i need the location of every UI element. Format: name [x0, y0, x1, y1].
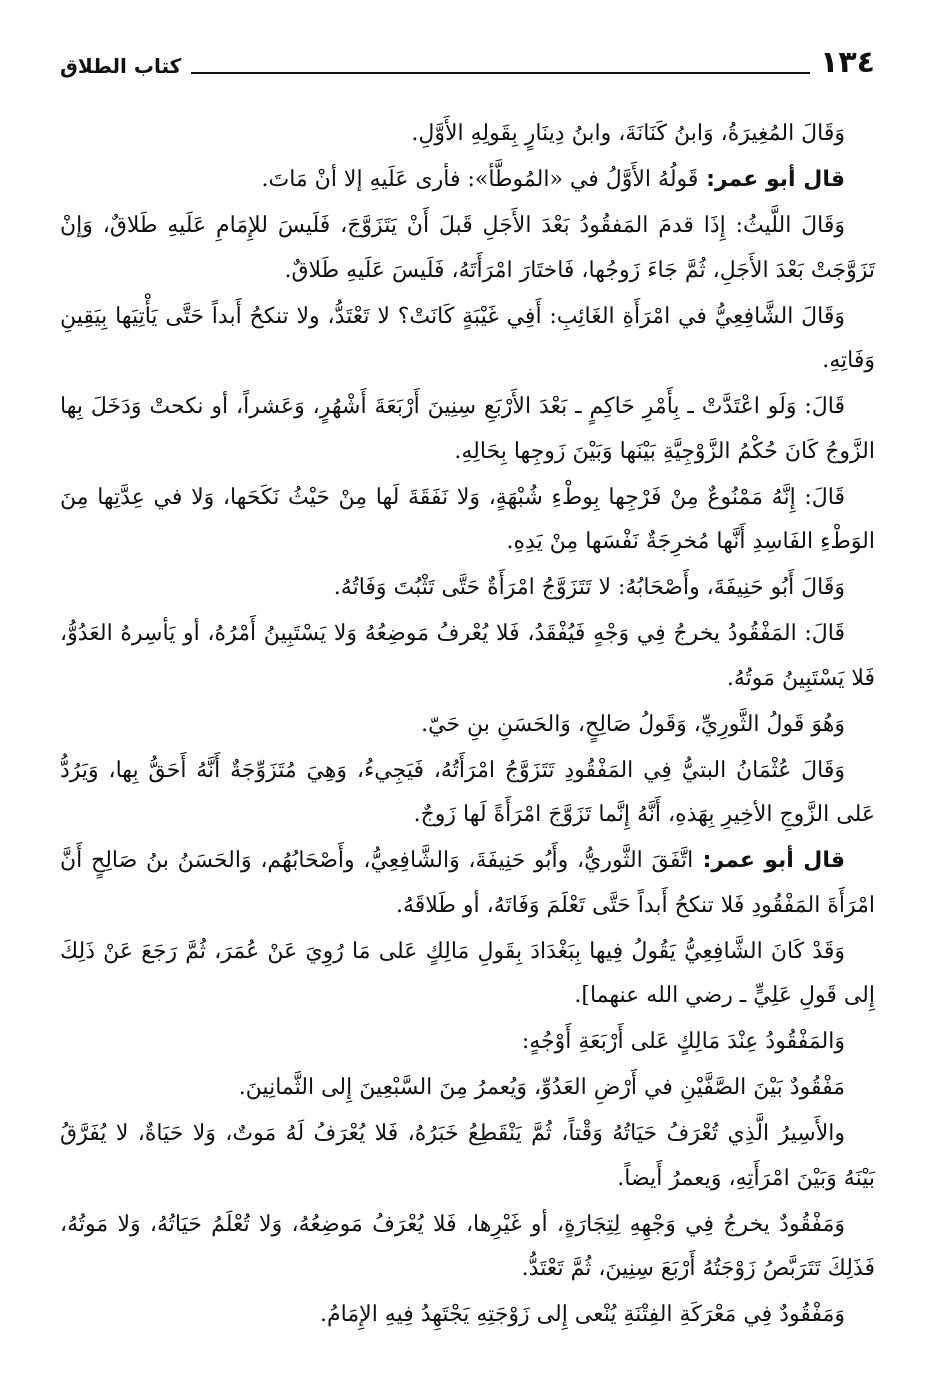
- book-page: [60, 38, 875, 1339]
- paragraph-text: وَقَدْ كَانَ الشَّافِعِيُّ يَقُولُ فِيها بِبَغْدَادَ بِقَولِ مَالِكٍ عَلى مَا رُوِيَ عَنْ عُمَرَ، ثُمَّ رَجَعَ عَنْ ذَلِكَ إِلى قَولِ عَلِيٍّ ـ رضي الله عنهما].: [60, 938, 875, 1008]
- paragraph-text: قَالَ: إِنَّهُ مَمْنُوعٌ مِنْ فَرْجِها بِوطْءِ شُبْهَةٍ، وَلا نَفَقَةَ لَها مِنْ حَيْثُ نَكَحَها، وَلا في عِدَّتِها مِنَ الوَطْءِ الفَاسِدِ أَنَّها مُخرِجَةٌ نَفْسَها مِنْ يَدِهِ.: [60, 484, 875, 554]
- paragraph: [60, 930, 875, 1019]
- paragraph: [60, 839, 875, 928]
- paragraph-text: مَفْقُودٌ بَيْنَ الصَّفَّيْنِ في أَرْضِ العَدُوِّ، وَيُعمرُ مِنَ السَّبْعِينَ إِلى الثَّمانِينَ.: [238, 1075, 845, 1100]
- paragraph-text: قَولُهُ الأَوَّلُ في «المُوطَّأ»: فأرى عَلَيهِ إلا أنْ مَاتَ.: [261, 167, 699, 192]
- paragraph-text: وَقَالَ المُغِيرَةُ، وَابنُ كَنَانَةَ، وابنُ دِينَارٍ بِقَولِهِ الأَوَّلِ.: [411, 121, 845, 146]
- paragraph-text: وَهُوَ قَولُ الثَّورِيِّ، وَقَولُ صَالِحٍ، وَالحَسَنِ بنِ حَيّ.: [421, 711, 845, 737]
- paragraph: [60, 158, 875, 203]
- paragraph-text: وَقَالَ عُثْمَانُ البتيُّ فِي المَفْقُودِ تَتَزَوَّجُ امْرَأَتُهُ، فَيَجِيءُ، وَهِيَ مُتَزَوِّجَةٌ أَنَّهُ أَحَقُّ بِها، وَيَرُدُّ عَلى الزَّوجِ الأخِيرِ بِهَذهِ، أَنَّهُ إِنَّما تَزَوَّجَ امْرَأَةً لَها زَوجٌ.: [60, 757, 875, 827]
- paragraph-text: وَقَالَ الشَّافِعِيُّ في امْرَأَةِ الغَائِبِ: أَفِي غَيْبَةٍ كَانَتْ؟ لا تَعْتَدُّ، ولا تنكحُ أَبداً حَتَّى يَأْتِيَها بِيَقِينِ وَفَاتِهِ.: [60, 303, 875, 373]
- paragraph-text: وَمَفْقُودٌ فِي مَعْرَكَةِ الفِتْنَةِ يُنْعى إِلى زَوْجَتِهِ يَجْتَهِدُ فِيهِ الإِمَامُ.: [320, 1302, 845, 1327]
- paragraph-text: اتَّفَقَ الثَّوريُّ، وأَبُو حَنِيفَةَ، وَالشَّافِعِيُّ، وأَصْحَابُهُم، وَالحَسَنُ بنُ صَالِحٍ أَنَّ امْرَأَةَ المَفْقُودِ فَلا تنكحُ أَبداً حَتَّى تَعْلَمَ وَفَاتَهُ، أو طَلاقَهُ.: [60, 848, 875, 918]
- book-title: كتاب الطلاق: [60, 54, 182, 78]
- paragraph: [60, 749, 875, 838]
- paragraph: [60, 612, 875, 701]
- paragraph-lead: قال أبو عمر:: [693, 848, 845, 873]
- paragraph: [60, 1293, 875, 1338]
- paragraph-text: قَالَ: وَلَو اعْتَدَّتْ ـ بِأَمْرِ حَاكِمٍ ـ بَعْدَ الأَرْبَعِ سِنِينَ أَرْبَعَةَ أَشْهُرٍ، وَعَشراً، أو نكحتْ وَدَخَلَ بِها الزَّوجُ كَانَ حُكْمُ الزَّوْجِيَّةِ بَيْنَها وَبَيْنَ زَوجِها بِحَالِهِ.: [60, 394, 875, 464]
- paragraph-text: وَقَالَ أَبُو حَنِيفَةَ، وأَصْحَابُهُ: لا تَتَزَوَّجُ امْرَأَةٌ حَتَّى تَثْبُتَ وَفَاتُهُ.: [333, 575, 845, 600]
- paragraph: [60, 703, 875, 748]
- paragraph: [60, 476, 875, 565]
- paragraph-lead: قال أبو عمر:: [698, 167, 845, 192]
- paragraph-text: وَقَالَ اللَّيثُ: إِذَا قدمَ المَفقُودُ بَعْدَ الأَجَلِ قَبلَ أَنْ يَتَزَوَّجَ، فَلَيسَ للإِمَامِ عَلَيهِ طَلاقٌ، وَإنْ تَزَوَّجَتْ بَعْدَ الأَجَلِ، ثُمَّ جَاءَ زَوجُها، فَاختَارَ امْرَأَتَهُ، فَلَيسَ عَلَيهِ طَلاقٌ.: [60, 213, 875, 283]
- paragraph: [60, 566, 875, 611]
- paragraph-text: وَالمَفْقُودُ عِنْدَ مَالِكٍ عَلى أَرْبَعَةِ أَوْجُهٍ:: [521, 1029, 845, 1054]
- paragraph: [60, 204, 875, 293]
- paragraph: [60, 112, 875, 157]
- page-header: [60, 38, 875, 78]
- page-number: ١٣٤: [820, 45, 875, 80]
- paragraph-text: وَمَفْقُودٌ يخرجُ فِي وَجْهِهِ لِتِجَارَةٍ، أو غَيْرِها، فَلا يُعْرَفُ مَوضِعُهُ، وَلا تُعْلَمُ حَيَاتُهُ، وَلا مَوتُهُ، فَذَلِكَ تَتَرَبَّصُ زَوْجَتُهُ أَرْبَعَ سِنِينَ، ثُمَّ تَعْتَدُّ.: [60, 1211, 875, 1281]
- paragraph: [60, 295, 875, 384]
- paragraph: [60, 385, 875, 474]
- header-rule: [191, 72, 810, 74]
- page-body: [60, 112, 875, 1338]
- paragraph: [60, 1020, 875, 1065]
- paragraph: [60, 1066, 875, 1111]
- paragraph-text: قَالَ: المَفْقُودُ يخرجُ فِي وَجْهٍ فَيُفْقَدُ، فَلا يُعْرفُ مَوضِعُهُ وَلا يَسْتَبِينُ أَمْرُهُ، أو يَأسِرهُ العَدُوُّ، فَلا يَسْتَبِينُ مَوتُهُ.: [60, 621, 875, 691]
- paragraph: [60, 1112, 875, 1201]
- paragraph-text: والأَسِيرُ الَّذِي تُعْرَفُ حَيَاتُهُ وَقْتاً، ثُمَّ يَنْقَطِعُ خَبَرُهُ، فَلا يُعْرَفُ لَهُ مَوتٌ، وَلا حَيَاةٌ، لا يُفَرَّقُ بَيْنَهُ وَبَيْنَ امْرَأَتِهِ، وَيعمرُ أَيضاً.: [60, 1121, 875, 1191]
- paragraph: [60, 1203, 875, 1292]
